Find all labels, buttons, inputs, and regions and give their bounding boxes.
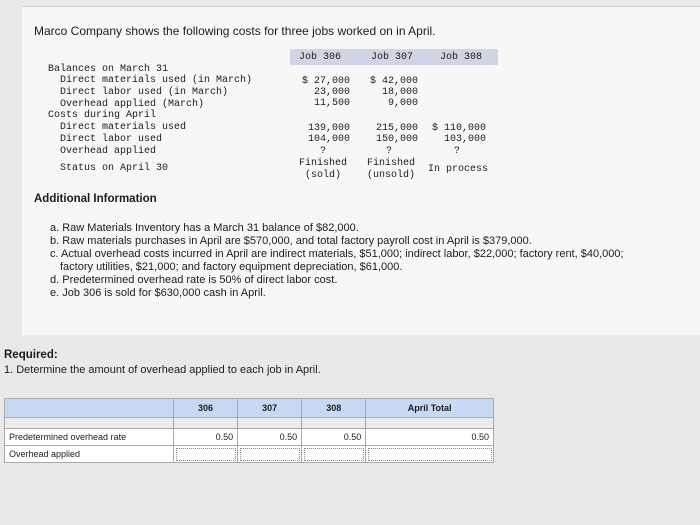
rate-total-cell: 0.50	[366, 429, 494, 446]
overhead-applied-row	[5, 446, 494, 463]
dl-march-label: Direct labor used (in March)	[60, 87, 229, 98]
note-e: e. Job 306 is sold for $630,000 cash in April.	[50, 287, 266, 299]
required-title: Required:	[4, 349, 58, 361]
job306-dm-march: $ 27,000	[301, 76, 350, 87]
note-c: c. Actual overhead costs incurred in April are indirect materials, $51,000; indirect labor, $22,000; factory rent, $40,000;	[50, 248, 624, 260]
rate-row	[5, 429, 494, 446]
job306-dl-april: 104,000	[307, 134, 350, 145]
header-job-307: Job 307	[371, 52, 414, 63]
answer-header-total: April Total	[366, 399, 494, 418]
note-c-cont: factory utilities, $21,000; and factory equipment depreciation, $61,000.	[60, 261, 403, 273]
job306-oh-march: 11,500	[313, 98, 350, 109]
job307-dm-march: $ 42,000	[369, 76, 418, 87]
job308-dl-april: 103,000	[443, 134, 486, 145]
overhead-306-input[interactable]	[174, 446, 238, 463]
job308-oh-april: ?	[453, 146, 460, 157]
rate-306-cell: 0.50	[174, 429, 238, 446]
rate-307-cell: 0.50	[238, 429, 302, 446]
overhead-applied-label: Overhead applied	[5, 446, 174, 463]
job307-status-1: Finished	[366, 158, 415, 169]
answer-header-308: 308	[302, 399, 366, 418]
job306-dl-march: 23,000	[313, 87, 350, 98]
answer-header-row	[5, 399, 494, 418]
job307-dl-april: 150,000	[375, 134, 418, 145]
overhead-308-input[interactable]	[302, 446, 366, 463]
header-job-308: Job 308	[440, 52, 483, 63]
costs-april-label: Costs during April	[48, 110, 157, 121]
answer-spacer-row	[5, 418, 494, 429]
status-label: Status on April 30	[60, 163, 169, 174]
note-b: b. Raw materials purchases in April are $570,000, and total factory payroll cost in April is $379,000.	[50, 235, 532, 247]
job306-oh-april: ?	[319, 146, 326, 157]
job307-oh-march: 9,000	[387, 98, 418, 109]
job307-dl-march: 18,000	[381, 87, 418, 98]
answer-header-306: 306	[174, 399, 238, 418]
overhead-total-input[interactable]	[366, 446, 494, 463]
oh-april-label: Overhead applied	[60, 146, 157, 157]
job306-status-1: Finished	[298, 158, 347, 169]
dl-april-label: Direct labor used	[60, 134, 163, 145]
note-a: a. Raw Materials Inventory has a March 31 balance of $82,000.	[50, 222, 359, 234]
job307-status-2: (unsold)	[366, 170, 415, 181]
intro-text: Marco Company shows the following costs for three jobs worked on in April.	[34, 24, 436, 38]
rate-308-cell: 0.50	[302, 429, 366, 446]
additional-info-title: Additional Information	[34, 193, 157, 205]
answer-header-307: 307	[238, 399, 302, 418]
answer-table	[4, 398, 494, 463]
job306-dm-april: 139,000	[307, 123, 350, 134]
answer-header-blank	[5, 399, 174, 418]
job308-dm-april: $ 110,000	[431, 123, 486, 134]
oh-march-label: Overhead applied (March)	[60, 99, 205, 110]
job307-dm-april: 215,000	[375, 123, 418, 134]
job306-status-2: (sold)	[304, 170, 341, 181]
balances-label: Balances on March 31	[48, 64, 169, 75]
rate-row-label: Predetermined overhead rate	[5, 429, 174, 446]
required-text: 1. Determine the amount of overhead applied to each job in April.	[4, 364, 321, 376]
note-d: d. Predetermined overhead rate is 50% of direct labor cost.	[50, 274, 338, 286]
header-job-306: Job 306	[299, 52, 342, 63]
overhead-307-input[interactable]	[238, 446, 302, 463]
job308-status: In process	[427, 164, 488, 175]
dm-march-label: Direct materials used (in March)	[60, 75, 253, 86]
job307-oh-april: ?	[385, 146, 392, 157]
dm-april-label: Direct materials used	[60, 122, 187, 133]
